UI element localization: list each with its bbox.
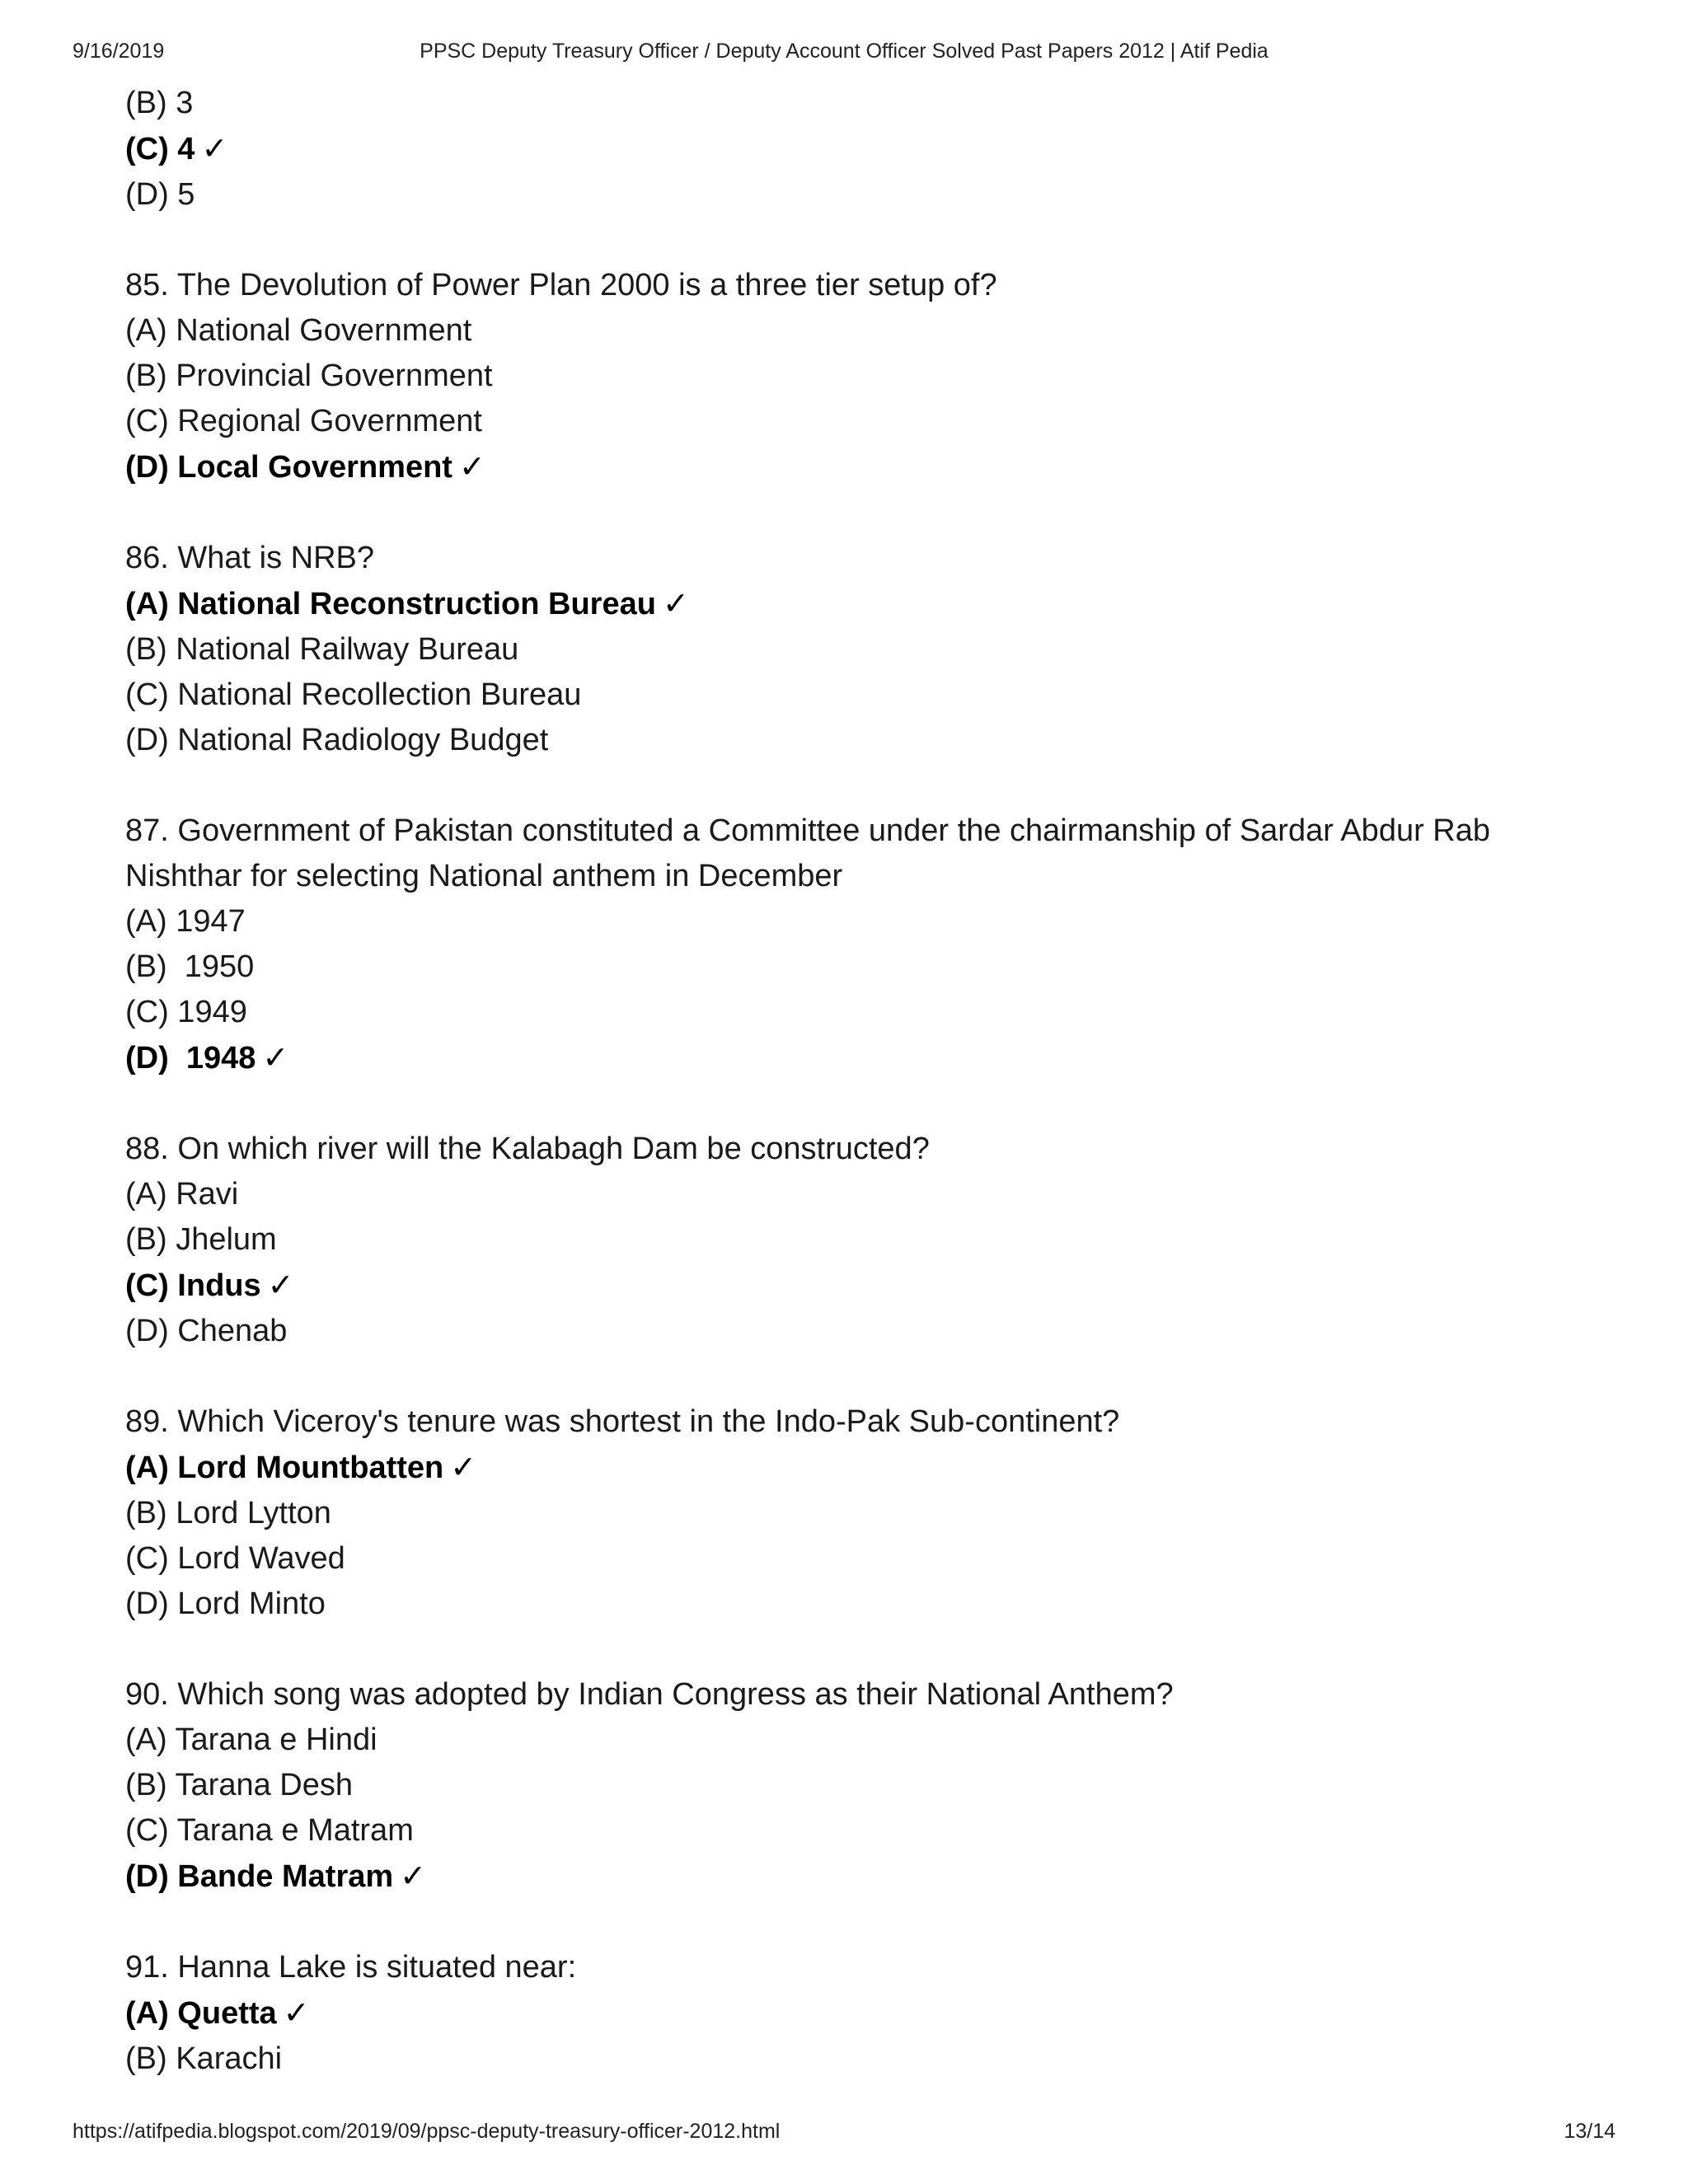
- question-text: 91. Hanna Lake is situated near:: [125, 1950, 577, 1985]
- option-text: (B) Lord Lytton: [125, 1496, 331, 1530]
- question-text: 90. Which song was adopted by Indian Congress as their National Anthem?: [125, 1677, 1174, 1712]
- option-text: (C) Tarana e Matram: [125, 1813, 414, 1848]
- option: [125, 2036, 1573, 2082]
- quiz-content: [125, 81, 1573, 2082]
- option-text: (D) National Radiology Budget: [125, 723, 549, 757]
- option: [125, 1217, 1573, 1263]
- option: [125, 1172, 1573, 1217]
- option-text: (A) National Reconstruction Bureau: [125, 587, 656, 621]
- option: [125, 627, 1573, 673]
- option-text: (B) Tarana Desh: [125, 1768, 353, 1802]
- correct-option: [125, 581, 1573, 627]
- option: [125, 1718, 1573, 1763]
- option: [125, 1536, 1573, 1582]
- check-mark-icon: ✓: [262, 1039, 289, 1076]
- correct-option: [125, 1035, 1573, 1081]
- option-text: (B) 3: [125, 86, 194, 120]
- option-text: (C) National Recollection Bureau: [125, 677, 582, 712]
- question-text: 87. Government of Pakistan constituted a Committee under the chairmanship of Sardar Abdur Rab: [125, 813, 1491, 848]
- option-text: (A) 1947: [125, 904, 246, 939]
- option-text: (C) 1949: [125, 995, 247, 1029]
- option-text: (D) Chenab: [125, 1314, 288, 1348]
- check-mark-icon: ✓: [201, 130, 228, 166]
- question-block: [125, 536, 1573, 763]
- option-text: (A) National Government: [125, 313, 472, 348]
- option-text: (C) 4: [125, 132, 195, 166]
- option-text: (B) Jhelum: [125, 1222, 277, 1257]
- correct-option: [125, 126, 1573, 172]
- option: [125, 1491, 1573, 1536]
- print-header: [73, 40, 1615, 69]
- option-text: (B) 1950: [125, 949, 255, 984]
- check-mark-icon: ✓: [450, 1449, 477, 1485]
- correct-option: [125, 1445, 1573, 1491]
- option: [125, 718, 1573, 763]
- option: [125, 899, 1573, 944]
- option-text: (B) Provincial Government: [125, 359, 493, 393]
- option: [125, 308, 1573, 354]
- question-text: 89. Which Viceroy's tenure was shortest in the Indo-Pak Sub-continent?: [125, 1404, 1120, 1439]
- option: [125, 1309, 1573, 1354]
- question-block: [125, 808, 1573, 1081]
- question-text: 86. What is NRB?: [125, 541, 374, 575]
- option: [125, 673, 1573, 718]
- check-mark-icon: ✓: [400, 1858, 426, 1894]
- page-number: 13/14: [1564, 2120, 1615, 2143]
- option: [125, 990, 1573, 1035]
- check-mark-icon: ✓: [458, 448, 485, 485]
- question-block: [125, 1945, 1573, 2082]
- option: [125, 1763, 1573, 1808]
- question-block: [125, 1672, 1573, 1900]
- option-text: (A) Tarana e Hindi: [125, 1722, 377, 1757]
- option: [125, 1582, 1573, 1627]
- option-text: (D) Local Government: [125, 450, 452, 485]
- check-mark-icon: ✓: [267, 1267, 294, 1303]
- print-date: 9/16/2019: [73, 40, 165, 63]
- option-text: (A) Ravi: [125, 1177, 239, 1212]
- page-url[interactable]: https://atifpedia.blogspot.com/2019/09/ppsc-deputy-treasury-officer-2012.html: [73, 2120, 781, 2143]
- carryover-options: [125, 81, 1573, 218]
- check-mark-icon: ✓: [283, 1994, 310, 2031]
- correct-option: [125, 1990, 1573, 2036]
- option: [125, 172, 1573, 218]
- option-text: (D) 5: [125, 177, 195, 212]
- option-text: (D) Lord Minto: [125, 1586, 326, 1621]
- correct-option: [125, 1854, 1573, 1900]
- page-title: PPSC Deputy Treasury Officer / Deputy Account Officer Solved Past Papers 2012 | Atif Pedia: [420, 40, 1268, 63]
- check-mark-icon: ✓: [662, 585, 689, 621]
- option-text: (B) Karachi: [125, 2041, 283, 2076]
- correct-option: [125, 444, 1573, 490]
- option-text: (A) Quetta: [125, 1996, 277, 2031]
- option-text: (C) Lord Waved: [125, 1541, 345, 1576]
- option-text: (C) Regional Government: [125, 404, 482, 438]
- option-text: (B) National Railway Bureau: [125, 632, 519, 667]
- option-text: (A) Lord Mountbatten: [125, 1451, 444, 1485]
- option: [125, 399, 1573, 444]
- option: [125, 1808, 1573, 1854]
- question-text: 85. The Devolution of Power Plan 2000 is a three tier setup of?: [125, 268, 997, 302]
- question-block: [125, 1127, 1573, 1354]
- correct-option: [125, 1263, 1573, 1309]
- question-block: [125, 1399, 1573, 1627]
- print-footer: [73, 2120, 1615, 2149]
- option-text: (C) Indus: [125, 1268, 261, 1303]
- question-block: [125, 263, 1573, 490]
- question-text: Nishthar for selecting National anthem in December: [125, 859, 843, 893]
- option: [125, 354, 1573, 399]
- question-text: 88. On which river will the Kalabagh Dam be constructed?: [125, 1132, 930, 1166]
- option-text: (D) Bande Matram: [125, 1859, 394, 1894]
- option: [125, 944, 1573, 990]
- option-text: (D) 1948: [125, 1041, 256, 1076]
- option: [125, 81, 1573, 126]
